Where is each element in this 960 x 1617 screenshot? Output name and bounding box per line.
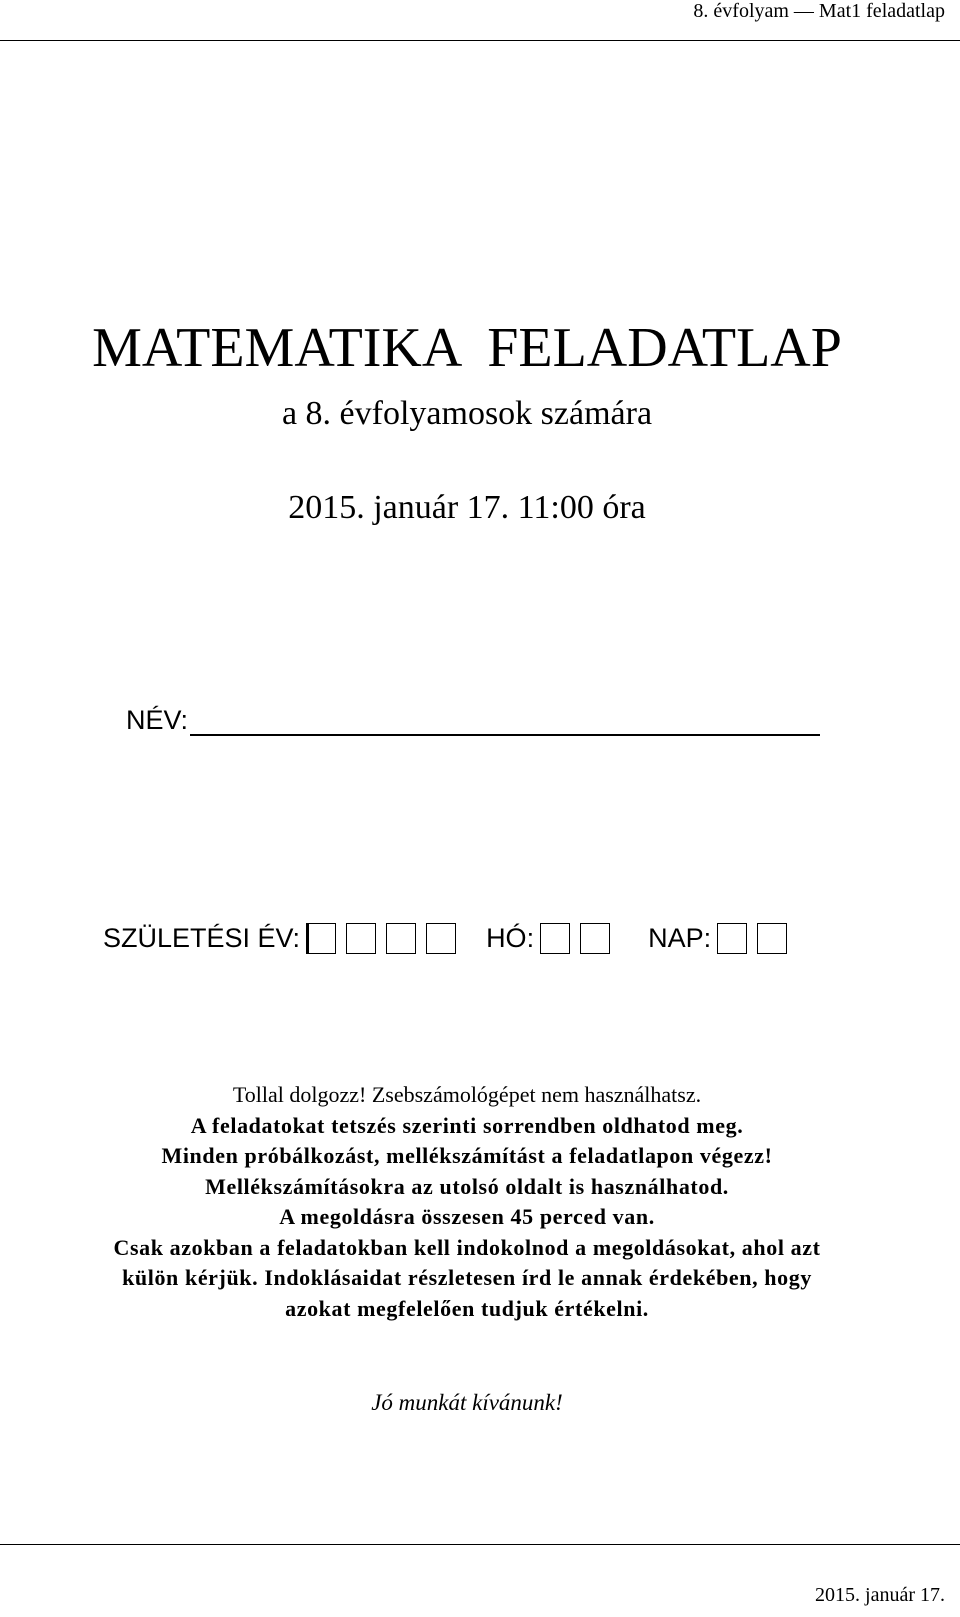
instruction-line: azokat megfelelően tudjuk értékelni. (285, 1295, 649, 1321)
instructions-block (0, 1080, 934, 1324)
instruction-line: A megoldásra összesen 45 perced van. (279, 1204, 655, 1229)
page-title: MATEMATIKA FELADATLAP (92, 317, 842, 379)
year-digit-box-4[interactable] (426, 923, 456, 954)
day-digit-box-2[interactable] (757, 923, 787, 954)
instruction-line: külön kérjük. Indoklásaidat részletesen írd le annak érdekében, hogy (122, 1265, 812, 1290)
day-label: NAP: (648, 922, 712, 953)
closing-message: Jó munkát kívánunk! (371, 1390, 563, 1415)
year-digit-box-3[interactable] (386, 923, 416, 954)
instruction-line: A feladatokat tetszés szerinti sorrendben oldhatod meg. (190, 1112, 744, 1138)
year-digit-box-2[interactable] (346, 923, 376, 954)
running-header: 8. évfolyam — Mat1 feladatlap (693, 0, 945, 22)
instruction-line: Tollal dolgozz! Zsebszámológépet nem használhatsz. (232, 1082, 702, 1107)
instruction-line: Minden próbálkozást, mellékszámítást a feladatlapon végezz! (161, 1143, 773, 1168)
instruction-line: Csak azokban a feladatokban kell indokolnod a megoldásokat, ahol azt (113, 1234, 821, 1260)
month-digit-box-1[interactable] (540, 923, 570, 954)
year-digit-box-1[interactable] (306, 923, 336, 954)
header-divider (0, 40, 960, 41)
name-label: NÉV: (126, 705, 189, 735)
day-digit-box-1[interactable] (717, 923, 747, 954)
month-label: HÓ: (486, 922, 535, 953)
birth-date-row (103, 920, 797, 956)
birth-year-label: SZÜLETÉSI ÉV: (103, 922, 301, 953)
instruction-line: Mellékszámításokra az utolsó oldalt is használhatod. (205, 1173, 729, 1199)
name-write-line[interactable] (190, 704, 820, 736)
name-field-row (126, 696, 820, 736)
page-subtitle: a 8. évfolyamosok számára (281, 395, 653, 432)
exam-datetime: 2015. január 17. 11:00 óra (288, 489, 646, 526)
footer-divider (0, 1544, 960, 1545)
footer-date: 2015. január 17. (815, 1584, 945, 1606)
month-digit-box-2[interactable] (580, 923, 610, 954)
